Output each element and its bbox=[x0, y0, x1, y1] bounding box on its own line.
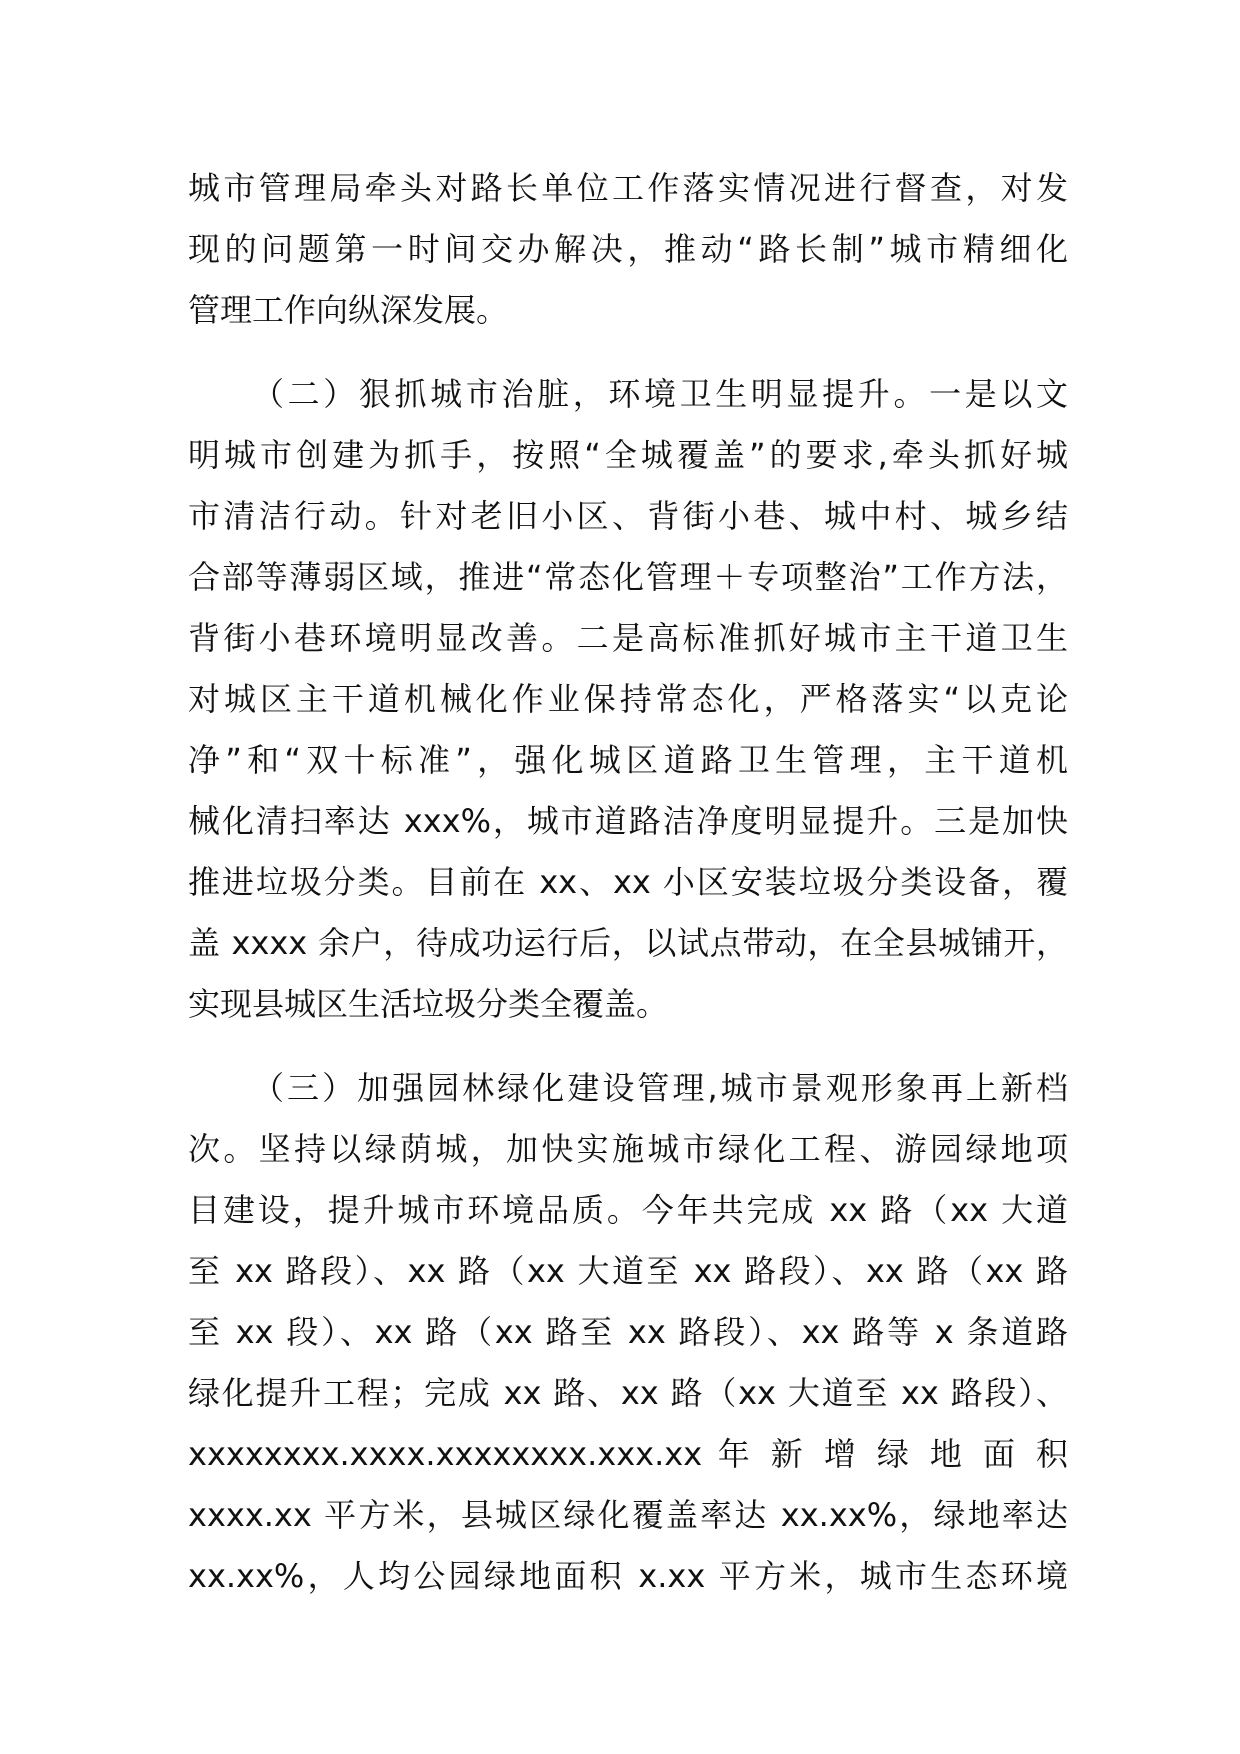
paragraph-3-line-8: xxxx.xx 平方米，县城区绿化覆盖率达 xx.xx%，绿地率达 bbox=[188, 1496, 1068, 1534]
paragraph-2-line-4: 合部等薄弱区域，推进“常态化管理＋专项整治”工作方法， bbox=[188, 558, 1068, 596]
paragraph-2-line-11: 实现县城区生活垃圾分类全覆盖。 bbox=[188, 985, 669, 1023]
paragraph-2-line-8: 械化清扫率达 xxx%，城市道路洁净度明显提升。三是加快 bbox=[188, 802, 1068, 840]
paragraph-3-line-3: 目建设，提升城市环境品质。今年共完成 xx 路（xx 大道 bbox=[188, 1191, 1068, 1229]
paragraph-1-line-1: 城市管理局牵头对路长单位工作落实情况进行督查，对发 bbox=[188, 169, 1068, 207]
paragraph-2-line-6: 对城区主干道机械化作业保持常态化，严格落实“以克论 bbox=[188, 680, 1068, 718]
paragraph-2-line-10: 盖 xxxx 余户，待成功运行后，以试点带动，在全县城铺开， bbox=[188, 924, 1068, 962]
paragraph-3-line-2: 次。坚持以绿荫城，加快实施城市绿化工程、游园绿地项 bbox=[188, 1130, 1068, 1168]
paragraph-3-line-6: 绿化提升工程；完成 xx 路、xx 路（xx 大道至 xx 路段）、 bbox=[188, 1374, 1068, 1412]
paragraph-spacer bbox=[188, 1035, 1068, 1058]
paragraph-3-line-4: 至 xx 路段）、xx 路（xx 大道至 xx 路段）、xx 路（xx 路 bbox=[188, 1252, 1068, 1290]
paragraph-3-line-5: 至 xx 段）、xx 路（xx 路至 xx 路段）、xx 路等 x 条道路 bbox=[188, 1313, 1068, 1351]
paragraph-spacer bbox=[188, 341, 1068, 364]
paragraph-2-line-9: 推进垃圾分类。目前在 xx、xx 小区安装垃圾分类设备，覆 bbox=[188, 863, 1068, 901]
paragraph-3-line-7: xxxxxxxx.xxxx.xxxxxxxx.xxx.xx 年 新 增 绿 地 面 积 bbox=[188, 1435, 1068, 1473]
paragraph-3-line-1: （三）加强园林绿化建设管理,城市景观形象再上新档 bbox=[252, 1069, 1068, 1107]
paragraph-2-line-7: 净”和“双十标准”，强化城区道路卫生管理，主干道机 bbox=[188, 741, 1068, 779]
paragraph-2-line-2: 明城市创建为抓手，按照“全城覆盖”的要求,牵头抓好城 bbox=[188, 436, 1068, 474]
paragraph-2-line-3: 市清洁行动。针对老旧小区、背街小巷、城中村、城乡结 bbox=[188, 497, 1068, 535]
document-body bbox=[188, 158, 1068, 1607]
paragraph-2-line-5: 背街小巷环境明显改善。二是高标准抓好城市主干道卫生 bbox=[188, 619, 1068, 657]
paragraph-3-line-9: xx.xx%，人均公园绿地面积 x.xx 平方米，城市生态环境 bbox=[188, 1557, 1068, 1595]
paragraph-2-line-1: （二）狠抓城市治脏，环境卫生明显提升。一是以文 bbox=[252, 375, 1068, 413]
paragraph-1-line-3: 管理工作向纵深发展。 bbox=[188, 291, 509, 329]
paragraph-1-line-2: 现的问题第一时间交办解决，推动“路长制”城市精细化 bbox=[188, 230, 1068, 268]
